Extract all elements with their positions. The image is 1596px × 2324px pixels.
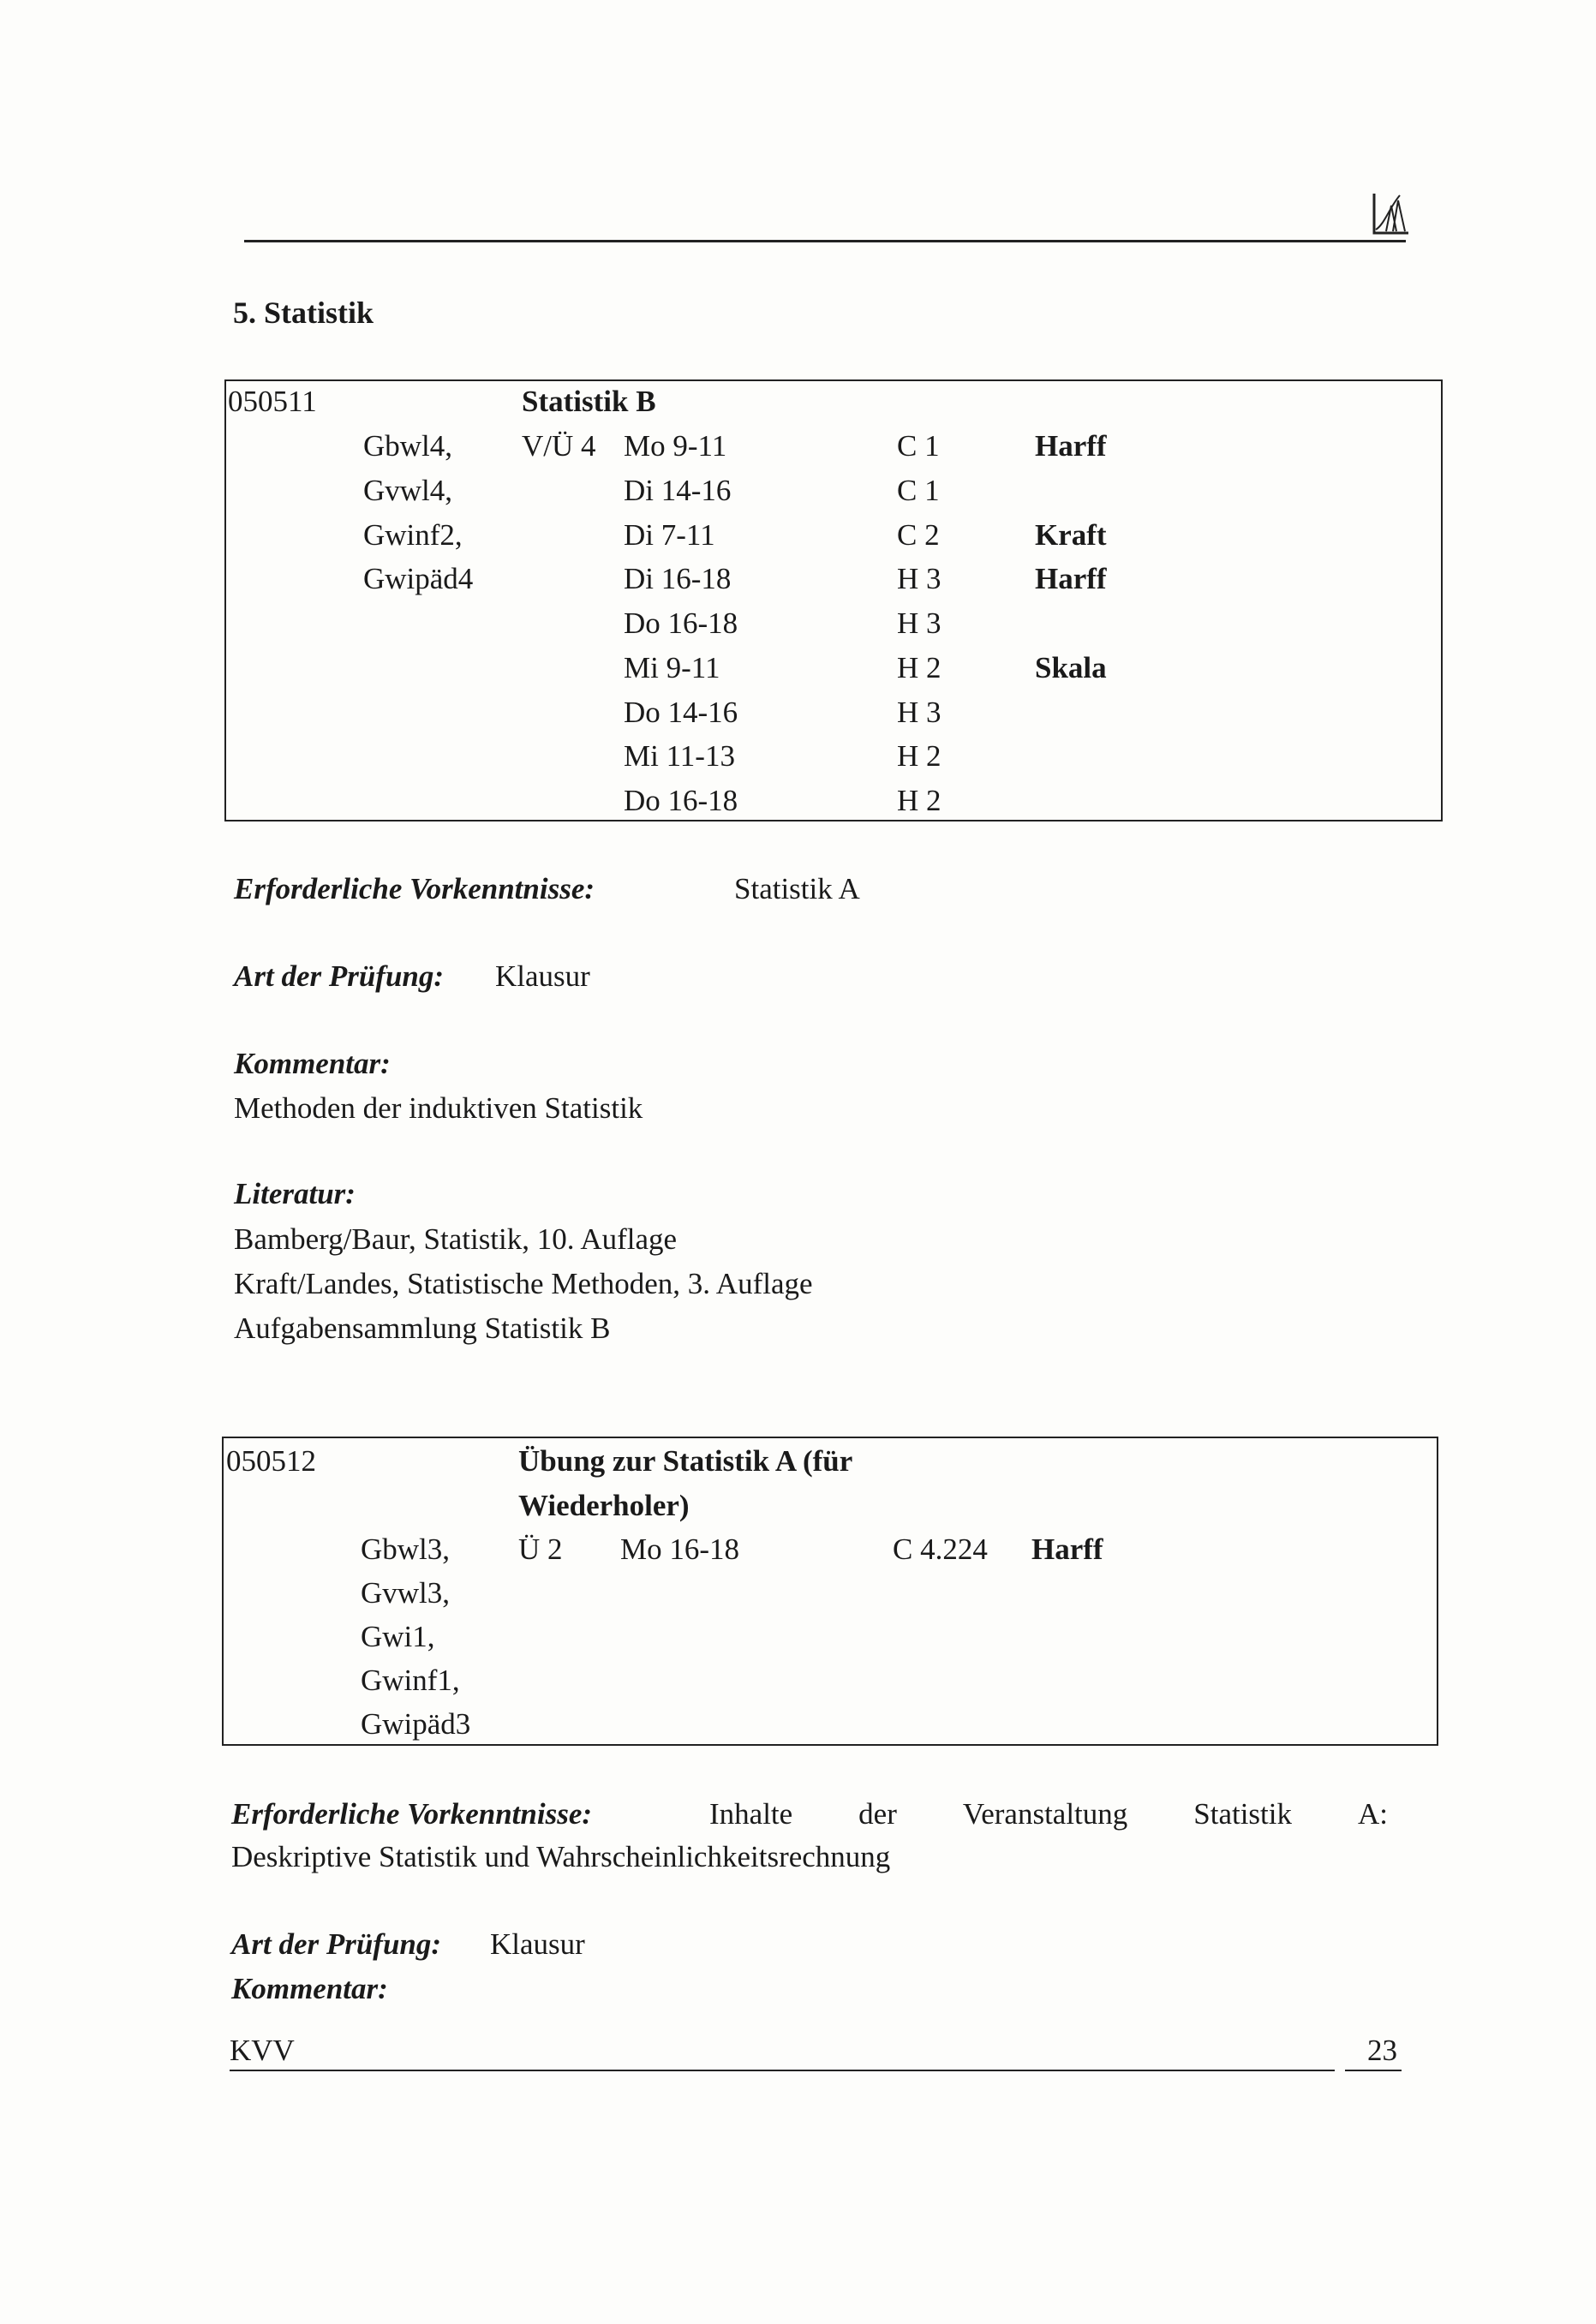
session-time: Mo 9-11	[624, 429, 727, 463]
course-type: Ü 2	[518, 1532, 563, 1566]
session-room: H 3	[897, 562, 941, 596]
session-room: H 2	[897, 784, 941, 817]
page-number-rule	[1345, 2070, 1402, 2071]
course-type: V/Ü 4	[522, 429, 596, 463]
session-lecturer: Harff	[1031, 1532, 1103, 1566]
session-time: Do 14-16	[624, 695, 738, 729]
course-id: 050512	[226, 1444, 316, 1478]
session-room: C 4.224	[893, 1532, 988, 1566]
footer-left: KVV	[230, 2034, 295, 2067]
session-time: Di 14-16	[624, 473, 732, 507]
exam-value: Klausur	[495, 959, 590, 993]
prereq-word: A:	[1357, 1797, 1388, 1831]
prereq-label: Erforderliche Vorkenntnisse:	[234, 872, 595, 905]
group-code: Gvwl4,	[363, 473, 453, 507]
session-time: Di 16-18	[624, 562, 732, 596]
session-room: C 2	[897, 517, 940, 552]
group-code: Gwipäd3	[361, 1707, 471, 1741]
comment-label: Kommentar:	[234, 1047, 391, 1080]
prereq-label: Erforderliche Vorkenntnisse:	[231, 1797, 593, 1831]
course-title: Statistik B	[522, 385, 656, 418]
literature-item: Bamberg/Baur, Statistik, 10. Auflage	[234, 1222, 678, 1256]
prereq-word: Veranstaltung	[962, 1797, 1128, 1831]
session-lecturer: Skala	[1035, 650, 1107, 684]
session-room: C 1	[897, 429, 940, 463]
prereq-line2: Deskriptive Statistik und Wahrscheinlichkeitsrechnung	[231, 1840, 891, 1873]
prereq-word: Statistik	[1193, 1797, 1292, 1831]
prereq-word: Inhalte	[709, 1797, 793, 1831]
session-time: Do 16-18	[624, 784, 738, 817]
session-room: H 2	[897, 650, 941, 684]
group-code: Gwinf2,	[363, 517, 463, 552]
prereq-word: der	[858, 1797, 897, 1831]
course-title-line1: Übung zur Statistik A (für	[518, 1444, 853, 1478]
header-rule	[244, 240, 1406, 242]
exam-value: Klausur	[490, 1927, 585, 1961]
literature-label: Literatur:	[234, 1177, 356, 1210]
comment-label: Kommentar:	[231, 1972, 388, 2005]
group-code: Gwinf1,	[361, 1664, 460, 1697]
session-room: H 3	[897, 695, 941, 729]
comment-value: Methoden der induktiven Statistik	[234, 1091, 643, 1125]
page-number: 23	[1367, 2034, 1397, 2067]
session-room: C 1	[897, 473, 940, 507]
course-id: 050511	[228, 385, 317, 418]
session-lecturer: Kraft	[1035, 517, 1107, 552]
session-time: Mi 11-13	[624, 739, 735, 774]
faculty-logo-icon	[1369, 190, 1410, 238]
session-time: Mi 9-11	[624, 650, 720, 684]
course-title-line2: Wiederholer)	[518, 1489, 690, 1522]
literature-item: Aufgabensammlung Statistik B	[234, 1311, 611, 1345]
session-room: H 3	[897, 606, 941, 640]
session-time: Di 7-11	[624, 517, 715, 552]
exam-label: Art der Prüfung:	[234, 959, 445, 993]
section-title: 5. Statistik	[233, 296, 374, 330]
footer-rule	[230, 2070, 1335, 2071]
prereq-value: Statistik A	[734, 872, 860, 905]
session-time: Mo 16-18	[620, 1532, 740, 1566]
group-code: Gbwl3,	[361, 1532, 451, 1566]
session-lecturer: Harff	[1035, 562, 1107, 596]
exam-label: Art der Prüfung:	[231, 1927, 442, 1961]
session-room: H 2	[897, 739, 941, 774]
group-code: Gvwl3,	[361, 1576, 451, 1610]
group-code: Gwi1,	[361, 1620, 435, 1653]
prereq-line	[231, 1797, 1388, 1831]
session-lecturer: Harff	[1035, 429, 1107, 463]
session-time: Do 16-18	[624, 606, 738, 640]
group-code: Gwipäd4	[363, 562, 474, 596]
literature-item: Kraft/Landes, Statistische Methoden, 3. Auflage	[234, 1267, 813, 1300]
group-code: Gbwl4,	[363, 429, 453, 463]
